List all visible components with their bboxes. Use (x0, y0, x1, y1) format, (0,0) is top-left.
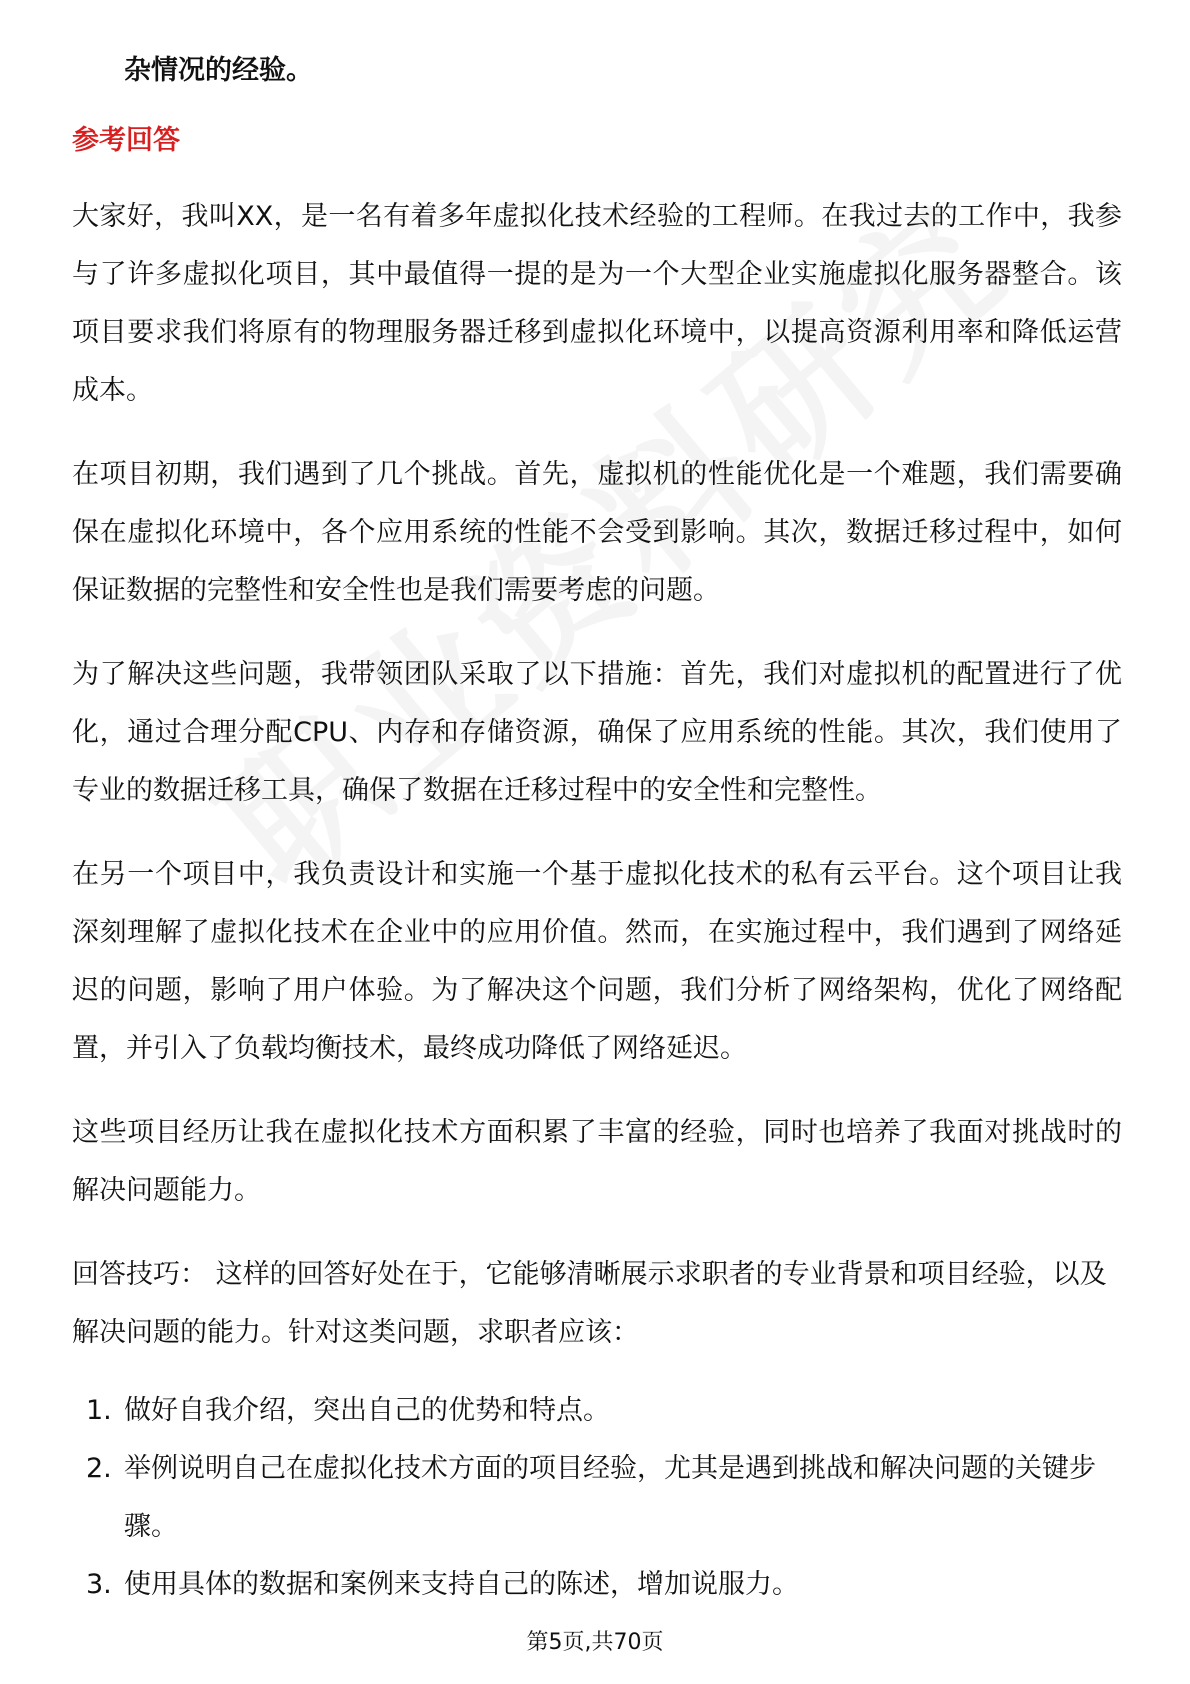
list-item-text: 举例说明自己在虚拟化技术方面的项目经验，尤其是遇到挑战和解决问题的关键步骤。 (124, 1453, 1096, 1542)
list-item-number: 1. (86, 1395, 112, 1426)
answer-paragraph-3: 为了解决这些问题，我带领团队采取了以下措施：首先，我们对虚拟机的配置进行了优化，通过合理分配CPU、内存和存储资源，确保了应用系统的性能。其次，我们使用了专业的数据迁移工具，确保了数据在迁移过程中的安全性和完整性。 (72, 659, 1122, 806)
list-item-number: 2. (86, 1453, 112, 1484)
answer-paragraph-5: 这些项目经历让我在虚拟化技术方面积累了丰富的经验，同时也培养了我面对挑战时的解决问题能力。 (72, 1117, 1122, 1206)
list-item (72, 1556, 1122, 1614)
list-item-text: 使用具体的数据和案例来支持自己的陈述，增加说服力。 (124, 1569, 799, 1600)
section-heading: 参考回答 (72, 125, 180, 156)
list-item-text: 做好自我介绍，突出自己的优势和特点。 (124, 1395, 610, 1426)
answer-tips: 回答技巧： 这样的回答好处在于，它能够清晰展示求职者的专业背景和项目经验，以及解决问题的能力。针对这类问题，求职者应该： (72, 1259, 1107, 1348)
page-content (72, 42, 1122, 1614)
answer-paragraph-2: 在项目初期，我们遇到了几个挑战。首先，虚拟机的性能优化是一个难题，我们需要确保在虚拟化环境中，各个应用系统的性能不会受到影响。其次，数据迁移过程中，如何保证数据的完整性和安全性也是我们需要考虑的问题。 (72, 459, 1122, 606)
page-footer: 第5页,共70页 (526, 1630, 664, 1655)
answer-paragraph-1: 大家好，我叫XX，是一名有着多年虚拟化技术经验的工程师。在我过去的工作中，我参与了许多虚拟化项目，其中最值得一提的是为一个大型企业实施虚拟化服务器整合。该项目要求我们将原有的物理服务器迁移到虚拟化环境中，以提高资源利用率和降低运营成本。 (72, 201, 1122, 406)
answer-paragraph-4: 在另一个项目中，我负责设计和实施一个基于虚拟化技术的私有云平台。这个项目让我深刻理解了虚拟化技术在企业中的应用价值。然而，在实施过程中，我们遇到了网络延迟的问题，影响了用户体验。为了解决这个问题，我们分析了网络架构，优化了网络配置，并引入了负载均衡技术，最终成功降低了网络延迟。 (72, 859, 1122, 1064)
list-item (72, 1440, 1122, 1556)
continuation-line: 杂情况的经验。 (124, 55, 313, 86)
list-item-number: 3. (86, 1569, 112, 1600)
list-item (72, 1382, 1122, 1440)
tips-list (72, 1382, 1122, 1614)
